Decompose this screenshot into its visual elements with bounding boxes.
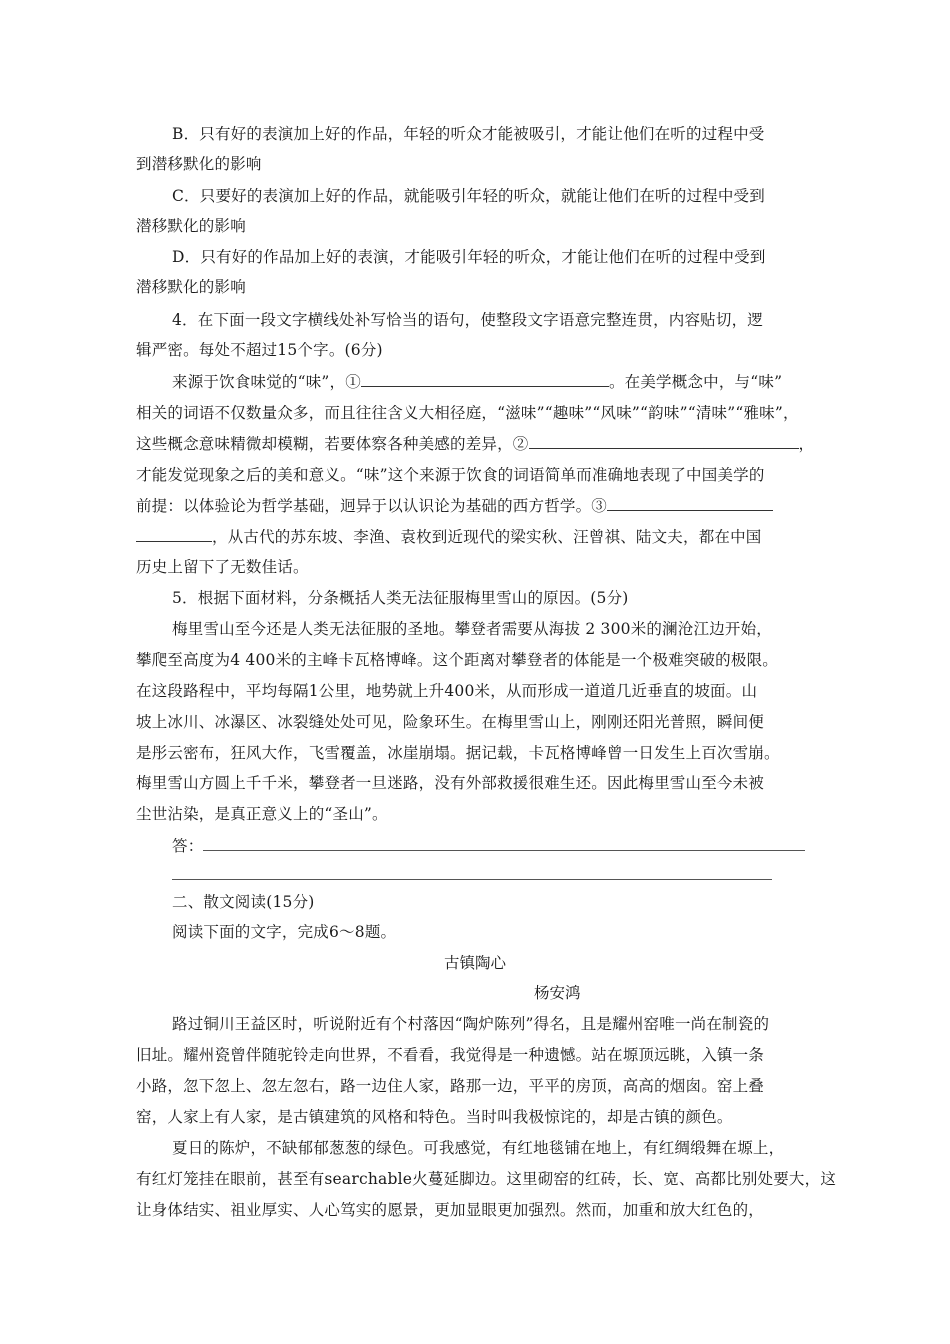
q4-passage-line-6 [136,527,762,547]
q4-stem-line-1: 4．在下面一段文字横线处补写恰当的语句，使整段文字语意完整连贯，内容贴切，逻 [172,311,763,329]
q5-material-line-7: 尘世沾染，是真正意义上的“圣山”。 [136,805,388,823]
fill-blank-3-part-2[interactable] [136,527,212,542]
q4-passage-line-5 [136,496,773,516]
essay-line-1: 路过铜川王益区时，听说附近有个村落因“陶炉陈列”得名，且是耀州窑唯一尚在制瓷的 [172,1015,770,1033]
q5-stem: 5．根据下面材料，分条概括人类无法征服梅里雪山的原因。(5分) [172,589,629,607]
q4-passage-line-4: 才能发觉现象之后的美和意义。“味”这个来源于饮食的词语简单而准确地表现了中国美学的 [136,466,765,484]
q5-material-line-4: 坡上冰川、冰瀑区、冰裂缝处处可见，险象环生。在梅里雪山上，刚刚还阳光普照，瞬间便 [136,713,765,731]
section-instruction: 阅读下面的文字，完成6～8题。 [172,923,397,941]
q5-material-line-5: 是彤云密布，狂风大作，飞雪覆盖，冰崖崩塌。据记载，卡瓦格博峰曾一日发生上百次雪崩。 [136,744,780,762]
q5-material-line-1: 梅里雪山至今还是人类无法征服的圣地。攀登者需要从海拔 2 300米的澜沧江边开始， [172,620,773,638]
essay-line-3: 小路，忽下忽上、忽左忽右，路一边住人家，路那一边，平平的房顶，高高的烟囱。窑上叠 [136,1077,765,1095]
q4-passage-line-2: 相关的词语不仅数量众多，而且往往含义大相径庭，“滋味”“趣味”“风味”“韵味”“清味”“雅味”， [136,404,799,422]
fill-blank-1[interactable] [361,372,609,387]
q5-material-line-3: 在这段路程中，平均每隔1公里，地势就上升400米，从而形成一道道几近垂直的坡面。山 [136,682,758,700]
option-b-line-1: B．只有好的表演加上好的作品，年轻的听众才能被吸引，才能让他们在听的过程中受 [172,125,765,143]
fill-blank-3-part-1[interactable] [607,496,773,511]
option-c-line-1: C．只要好的表演加上好的作品，就能吸引年轻的听众，就能让他们在听的过程中受到 [172,187,765,205]
q4-text: ， [798,435,815,453]
option-d-line-2: 潜移默化的影响 [136,278,246,296]
essay-line-4: 窑，人家上有人家，是古镇建筑的风格和特色。当时叫我极惊诧的，却是古镇的颜色。 [136,1108,733,1126]
q4-passage-line-1 [172,372,782,392]
option-d-line-1: D．只有好的作品加上好的表演，才能吸引年轻的听众，才能让他们在听的过程中受到 [172,248,766,266]
answer-label: 答： [172,837,204,855]
essay-line-6: 有红灯笼挂在眼前，甚至有searchable火蔓延脚边。这里砌窑的红砖，长、宽、高都比别处要大，这 [136,1170,837,1188]
answer-line-2[interactable] [172,879,772,880]
q4-text: 来源于饮食味觉的“味”，① [172,373,361,391]
answer-line-1[interactable] [203,850,805,851]
q4-stem-line-2: 辑严密。每处不超过15个字。(6分) [136,341,383,359]
fill-blank-2[interactable] [529,434,799,449]
essay-title: 古镇陶心 [444,954,507,972]
option-c-line-2: 潜移默化的影响 [136,217,246,235]
q4-text: 。在美学概念中，与“味” [608,373,783,391]
q4-text: ，从古代的苏东坡、李渔、袁枚到近现代的梁实秋、汪曾祺、陆文夫，都在中国 [212,528,762,546]
q4-text: 前提：以体验论为哲学基础，迥异于以认识论为基础的西方哲学。③ [136,497,608,515]
section-heading: 二、散文阅读(15分) [172,893,315,911]
q4-passage-line-7: 历史上留下了无数佳话。 [136,558,309,576]
q4-text: 这些概念意味精微却模糊，若要体察各种美感的差异，② [136,435,529,453]
q5-material-line-2: 攀爬至高度为4 400米的主峰卡瓦格博峰。这个距离对攀登者的体能是一个极难突破的极限。 [136,651,778,669]
essay-author: 杨安鸿 [534,984,581,1002]
essay-line-7: 让身体结实、祖业厚实、人心笃实的愿景，更加显眼更加强烈。然而，加重和放大红色的， [136,1201,765,1219]
q4-passage-line-3 [136,434,814,454]
essay-line-2: 旧址。耀州瓷曾伴随驼铃走向世界，不看看，我觉得是一种遗憾。站在塬顶远眺，入镇一条 [136,1046,765,1064]
option-b-line-2: 到潜移默化的影响 [136,155,262,173]
essay-line-5: 夏日的陈炉，不缺郁郁葱葱的绿色。可我感觉，有红地毯铺在地上，有红绸缎舞在塬上， [172,1139,785,1157]
q5-material-line-6: 梅里雪山方圆上千千米，攀登者一旦迷路，没有外部救援很难生还。因此梅里雪山至今未被 [136,774,765,792]
